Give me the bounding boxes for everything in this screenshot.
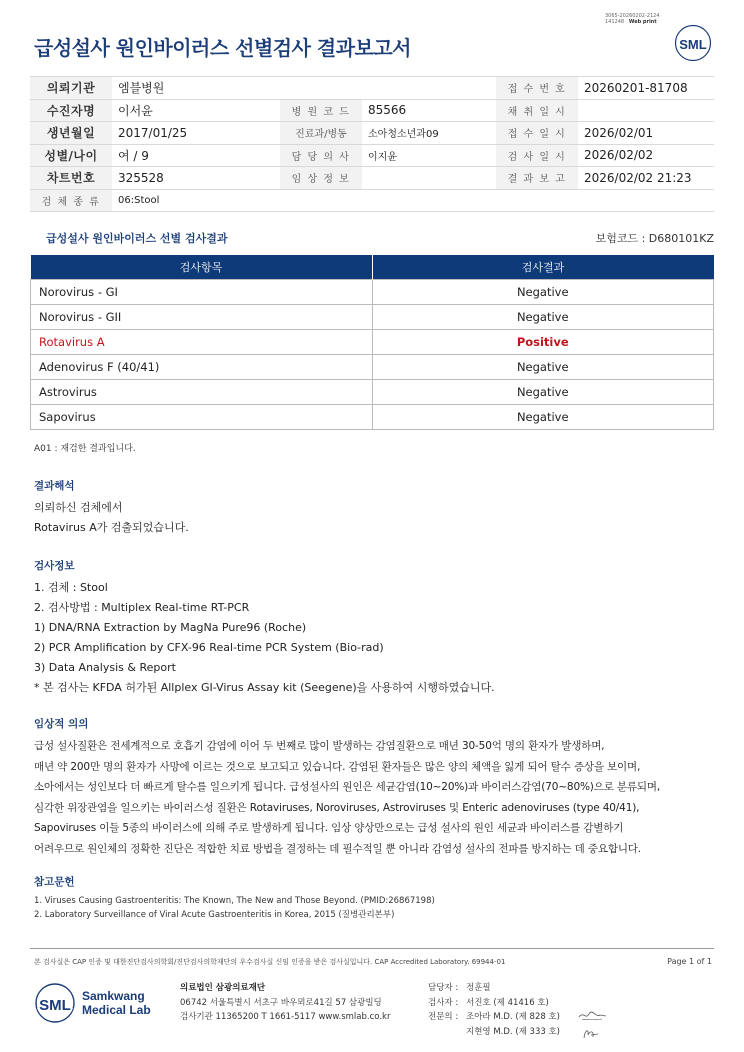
samkwang-logo: [34, 980, 164, 1026]
test-info-line: 3) Data Analysis & Report: [34, 661, 176, 674]
clinical-line: 매년 약 200만 명의 환자가 사망에 이르는 것으로 보고되고 있습니다. 감염된 환자들은 많은 양의 체액을 잃게 되어 탈수 증상을 보이며,: [34, 760, 641, 773]
clinical-info-label: 임 상 정 보: [280, 167, 362, 190]
staff-name: 조아라 M.D. (제 828 호): [466, 1012, 561, 1022]
result-test-item: Adenovirus F (40/41): [31, 354, 373, 379]
result-row: [31, 279, 714, 304]
test-info-line: 2. 검사방법 : Multiplex Real-time RT-PCR: [34, 601, 250, 614]
results-table: [30, 255, 714, 430]
patient-name-value: 이서윤: [112, 99, 280, 122]
document-code: [605, 13, 660, 25]
birth-date-label: 생년월일: [30, 122, 112, 145]
specimen-type-label: 검 체 종 류: [30, 189, 112, 212]
result-row: [31, 404, 714, 429]
col-test-item: 검사항목: [31, 255, 373, 279]
staff-name: 정훈필: [466, 983, 491, 993]
chart-number-label: 차트번호: [30, 167, 112, 190]
footer-divider: [30, 948, 714, 949]
samkwang-logo-name2: Medical Lab: [82, 1003, 151, 1017]
report-title: 급성설사 원인바이러스 선별검사 결과보고서: [34, 36, 411, 60]
signature-1: [579, 1012, 606, 1017]
test-info-line: 1. 검체 : Stool: [34, 581, 108, 594]
signature-images: [576, 1008, 610, 1042]
result-value: Negative: [372, 379, 714, 404]
result-test-item: Rotavirus A: [31, 329, 373, 354]
results-header-row: [31, 255, 714, 279]
interpretation-line: 의뢰하신 검체에서: [34, 501, 123, 514]
sml-logo-top-text: SML: [679, 37, 707, 52]
samkwang-logo-sml: SML: [39, 997, 71, 1014]
staff-row: [428, 981, 560, 996]
signature-1-tail: [582, 1019, 602, 1020]
test-info-line: 1) DNA/RNA Extraction by MagNa Pure96 (Roche): [34, 621, 307, 634]
info-row: [30, 122, 714, 145]
document-code-line1: 3065-20260202-2124: [605, 13, 660, 19]
interpretation-title: 결과해석: [34, 480, 75, 492]
result-value: Negative: [372, 279, 714, 304]
staff-role: [428, 1025, 466, 1040]
test-info-line: * 본 검사는 KFDA 허가된 Allplex GI-Virus Assay kit (Seegene)을 사용하여 시행하였습니다.: [34, 681, 495, 694]
web-print-label: Web print: [628, 19, 657, 25]
patient-name-label: 수진자명: [30, 99, 112, 122]
organization-address: 06742 서울특별시 서초구 바우뫼로41길 57 삼광빌딩: [180, 997, 382, 1008]
requesting-institution-label: 의뢰기관: [30, 77, 112, 100]
clinical-title: 임상적 의의: [34, 718, 89, 730]
clinical-line: 심각한 위장관염을 일으키는 바이러스성 질환은 Rotaviruses, Noroviruses, Astroviruses 및 Enteric adenoviruses (type 40/41),: [34, 801, 640, 814]
collection-date-label: 채 취 일 시: [496, 99, 578, 122]
doctor-value: 이지윤: [362, 144, 496, 167]
interpretation-line: Rotavirus A가 검출되었습니다.: [34, 521, 189, 534]
report-date-value: 2026/02/02 21:23: [578, 167, 714, 190]
sex-age-label: 성별/나이: [30, 144, 112, 167]
references-section: [34, 874, 714, 922]
document-code-line2-number: 141248: [605, 19, 625, 25]
organization-contact: 검사기관 11365200 T 1661-5117 www.smlab.co.kr: [180, 1012, 391, 1022]
result-value: Positive: [372, 329, 714, 354]
test-info-section: [34, 558, 714, 698]
test-info-line: 2) PCR Amplification by CFX-96 Real-time PCR System (Bio-rad): [34, 641, 384, 654]
staff-role: 담당자 :: [428, 983, 459, 993]
result-test-item: Norovirus - GI: [31, 279, 373, 304]
staff-row: [428, 996, 560, 1011]
report-date-label: 결 과 보 고: [496, 167, 578, 190]
info-row: [30, 189, 714, 212]
result-test-item: Astrovirus: [31, 379, 373, 404]
page-number: Page 1 of 1: [667, 957, 712, 966]
interpretation-section: [34, 478, 714, 538]
test-date-value: 2026/02/02: [578, 144, 714, 167]
col-test-result: 검사결과: [372, 255, 714, 279]
info-row: [30, 77, 714, 100]
staff-name: 지현영 M.D. (제 333 호): [466, 1026, 561, 1037]
staff-info: [428, 981, 560, 1039]
retest-note: A01 : 재검한 결과입니다.: [34, 444, 136, 454]
department-value: 소아청소년과09: [362, 122, 496, 145]
result-value: Negative: [372, 404, 714, 429]
result-test-item: Norovirus - GII: [31, 304, 373, 329]
info-row: [30, 144, 714, 167]
organization-name: 의료법인 삼광의료재단: [180, 983, 266, 993]
reference-item: 2. Laboratory Surveillance of Viral Acute Gastroenteritis in Korea, 2015 (질병관리본부): [34, 910, 395, 920]
info-row: [30, 167, 714, 190]
specimen-type-value: 06:Stool: [112, 189, 714, 212]
results-body: [31, 279, 714, 429]
result-row: [31, 354, 714, 379]
staff-row: [428, 1025, 560, 1040]
info-row: [30, 99, 714, 122]
sml-logo-top: [674, 24, 712, 62]
clinical-significance-section: [34, 716, 714, 859]
hospital-code-value: 85566: [362, 99, 496, 122]
receipt-date-value: 2026/02/01: [578, 122, 714, 145]
hospital-code-label: 병 원 코 드: [280, 99, 362, 122]
clinical-line: Sapoviruses 이들 5종의 바이러스에 의해 주로 발생하게 됩니다. 임상 양상만으로는 급성 설사의 원인 세균과 바이러스를 감별하기: [34, 822, 624, 834]
result-row: [31, 379, 714, 404]
birth-date-value: 2017/01/25: [112, 122, 280, 145]
test-date-label: 검 사 일 시: [496, 144, 578, 167]
references-title: 참고문헌: [34, 876, 75, 888]
result-row: [31, 329, 714, 354]
patient-info-table: [30, 76, 714, 212]
chart-number-value: 325528: [112, 167, 280, 190]
test-info-title: 검사정보: [34, 560, 75, 572]
document-code-line2: [605, 19, 660, 25]
requesting-institution-value: 엠블병원: [112, 77, 496, 100]
results-section-title: 급성설사 원인바이러스 선별 검사결과: [46, 232, 228, 245]
clinical-line: 급성 설사질환은 전세계적으로 호흡기 감염에 이어 두 번째로 많이 발생하는 감염질환으로 매년 30-50억 명의 환자가 발생하며,: [34, 740, 605, 752]
clinical-info-value: [362, 167, 496, 190]
result-value: Negative: [372, 304, 714, 329]
insurance-code: 보험코드 : D680101KZ: [595, 232, 714, 245]
staff-name: 서진호 (제 41416 호): [466, 997, 549, 1008]
staff-row: [428, 1010, 560, 1025]
collection-date-value: [578, 99, 714, 122]
result-value: Negative: [372, 354, 714, 379]
organization-info: [180, 981, 390, 1025]
result-test-item: Sapovirus: [31, 404, 373, 429]
receipt-number-label: 접 수 번 호: [496, 77, 578, 100]
receipt-number-value: 20260201-81708: [578, 77, 714, 100]
staff-role: 전문의 :: [428, 1012, 459, 1022]
reference-item: 1. Viruses Causing Gastroenteritis: The Known, The New and Those Beyond. (PMID:26867198): [34, 896, 435, 906]
signature-2: [584, 1031, 598, 1038]
department-label: 진료과/병동: [280, 122, 362, 145]
clinical-line: 어려우므로 원인체의 정확한 진단은 적합한 치료 방법을 결정하는 데 필수적일 뿐 아니라 감염성 설사의 전파를 방지하는 데 중요합니다.: [34, 842, 641, 855]
sex-age-value: 여 / 9: [112, 144, 280, 167]
doctor-label: 담 당 의 사: [280, 144, 362, 167]
clinical-line: 소아에서는 성인보다 더 빠르게 탈수를 일으키게 됩니다. 급성설사의 원인은 세균감염(10~20%)과 바이러스감염(70~80%)으로 분류되며,: [34, 781, 661, 793]
staff-role: 검사자 :: [428, 997, 459, 1008]
receipt-date-label: 접 수 일 시: [496, 122, 578, 145]
result-row: [31, 304, 714, 329]
certification-statement: 본 검사실은 CAP 인증 및 대한진단검사의학회/진단검사의학재단의 우수검사실 신임 인증을 받은 검사실입니다. CAP Accredited Laboratory. 69944-01: [34, 958, 506, 966]
samkwang-logo-name1: Samkwang: [82, 989, 145, 1003]
